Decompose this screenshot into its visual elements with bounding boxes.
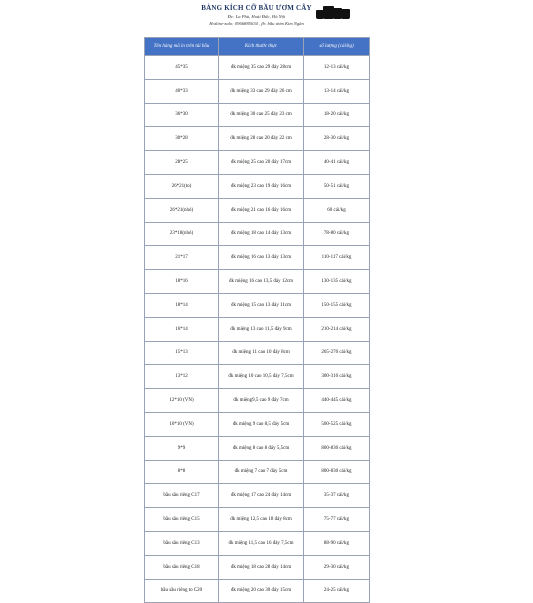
cell-actual-size: đk miệng9,5 cao 9 đáy 7cm bbox=[219, 389, 304, 413]
cell-quantity: 28-30 cái/kg bbox=[304, 127, 370, 151]
cell-quantity: 50-51 cái/kg bbox=[304, 174, 370, 198]
cell-quantity: 800-830 cái/kg bbox=[304, 436, 370, 460]
cell-actual-size: đk miệng 10 cao 10,5 đáy 7,5cm bbox=[219, 365, 304, 389]
cell-actual-size: đk miệng 25 cao 20 đáy 17cm bbox=[219, 151, 304, 175]
cell-product-code: 16*14 bbox=[145, 317, 219, 341]
cell-product-code: 9*9 bbox=[145, 436, 219, 460]
cell-quantity: 12-13 cái/kg bbox=[304, 56, 370, 80]
table-header-row bbox=[145, 38, 370, 56]
cell-quantity: 150-155 cái/kg bbox=[304, 293, 370, 317]
cell-quantity: 75-77 cái/kg bbox=[304, 508, 370, 532]
cell-product-code: 15*13 bbox=[145, 341, 219, 365]
table-row bbox=[145, 293, 370, 317]
cell-product-code: 30*28 bbox=[145, 127, 219, 151]
column-header-size: Kích thước thực bbox=[219, 38, 304, 56]
table-row bbox=[145, 389, 370, 413]
cell-quantity: 110-117 cái/kg bbox=[304, 246, 370, 270]
cell-product-code: bầu sầu riêng C15 bbox=[145, 508, 219, 532]
table-row bbox=[145, 174, 370, 198]
cell-actual-size: đk miệng 16 cao 13 đáy 13cm bbox=[219, 246, 304, 270]
hotline-line: Hotline-zalo: 0966885634 , fb: bầu ươm Kim Ngân bbox=[209, 21, 304, 26]
table-row bbox=[145, 56, 370, 80]
cell-actual-size: đk miệng 13 cao 11,5 đáy 9cm bbox=[219, 317, 304, 341]
cell-quantity: 500-525 cái/kg bbox=[304, 412, 370, 436]
cell-product-code: 40*33 bbox=[145, 79, 219, 103]
cell-actual-size: đk miệng 15 cao 13 đáy 11cm bbox=[219, 293, 304, 317]
cell-quantity: 265-270 cái/kg bbox=[304, 341, 370, 365]
cell-actual-size: đk miệng 12,5 cao 18 đáy 8cm bbox=[219, 508, 304, 532]
cell-actual-size: đk miệng 21 cao 16 đáy 16cm bbox=[219, 198, 304, 222]
address-line: Đc: La Phù, Hoài Đức, Hà Nội bbox=[227, 14, 286, 19]
cell-quantity: 40-41 cái/kg bbox=[304, 151, 370, 175]
cell-actual-size: đk miệng 18 cao 28 đáy 14cm bbox=[219, 555, 304, 579]
table-row bbox=[145, 412, 370, 436]
size-table bbox=[144, 37, 370, 603]
cell-product-code: 26*21(to) bbox=[145, 174, 219, 198]
cell-product-code: bầu sầu riêng C13 bbox=[145, 531, 219, 555]
table-row bbox=[145, 365, 370, 389]
table-row bbox=[145, 79, 370, 103]
column-header-name: Tên hàng mã in trên túi bầu bbox=[145, 38, 219, 56]
column-header-quantity: số lượng (cái/kg) bbox=[304, 38, 370, 56]
table-row bbox=[145, 508, 370, 532]
table-row bbox=[145, 222, 370, 246]
cell-quantity: 800-830 cái/kg bbox=[304, 460, 370, 484]
table-row bbox=[145, 579, 370, 603]
cell-actual-size: đk miệng 20 cao 30 đáy 15cm bbox=[219, 579, 304, 603]
size-chart-sheet bbox=[144, 0, 369, 594]
cell-quantity: 18-20 cái/kg bbox=[304, 103, 370, 127]
cell-quantity: 60 cái/kg bbox=[304, 198, 370, 222]
sheet-header bbox=[144, 0, 369, 37]
cell-quantity: 29-30 cái/kg bbox=[304, 555, 370, 579]
cell-actual-size: đk miệng 18 cao 14 đáy 13cm bbox=[219, 222, 304, 246]
page-title: BẢNG KÍCH CỠ BẦU ƯƠM CÂY bbox=[201, 4, 312, 12]
cell-quantity: 440-445 cái/kg bbox=[304, 389, 370, 413]
cell-product-code: bầu sầu riêng to C20 bbox=[145, 579, 219, 603]
cell-product-code: 8*8 bbox=[145, 460, 219, 484]
plant-bags-image bbox=[316, 5, 350, 19]
table-row bbox=[145, 270, 370, 294]
table-row bbox=[145, 341, 370, 365]
cell-actual-size: đk miệng 9 cao 8,5 đáy 5cm bbox=[219, 412, 304, 436]
table-row bbox=[145, 555, 370, 579]
table-row bbox=[145, 484, 370, 508]
cell-quantity: 88-90 cái/kg bbox=[304, 531, 370, 555]
cell-product-code: 18*14 bbox=[145, 293, 219, 317]
cell-quantity: 24-25 cái/kg bbox=[304, 579, 370, 603]
cell-quantity: 35-37 cái/kg bbox=[304, 484, 370, 508]
cell-actual-size: đk miệng 7 cao 7 đáy 5cm bbox=[219, 460, 304, 484]
table-row bbox=[145, 460, 370, 484]
cell-product-code: 10*10 (VN) bbox=[145, 412, 219, 436]
cell-product-code: bầu sầu riêng C17 bbox=[145, 484, 219, 508]
table-row bbox=[145, 198, 370, 222]
cell-actual-size: đk miệng 16 cao 13,5 đáy 12cm bbox=[219, 270, 304, 294]
cell-product-code: 13*12 bbox=[145, 365, 219, 389]
cell-actual-size: đk miệng 8 cao 8 đáy 5,5cm bbox=[219, 436, 304, 460]
table-row bbox=[145, 436, 370, 460]
cell-quantity: 130-135 cái/kg bbox=[304, 270, 370, 294]
cell-product-code: bầu sầu riêng C18 bbox=[145, 555, 219, 579]
cell-product-code: 21*17 bbox=[145, 246, 219, 270]
cell-actual-size: đk miệng 11,5 cao 16 đáy 7,5cm bbox=[219, 531, 304, 555]
cell-product-code: 45*35 bbox=[145, 56, 219, 80]
table-row bbox=[145, 127, 370, 151]
cell-actual-size: đk miệng 11 cao 10 đáy 8cm bbox=[219, 341, 304, 365]
cell-quantity: 210-214 cái/kg bbox=[304, 317, 370, 341]
cell-actual-size: đk miệng 33 cao 29 đáy 26 cm bbox=[219, 79, 304, 103]
table-row bbox=[145, 151, 370, 175]
table-row bbox=[145, 531, 370, 555]
cell-product-code: 23*18(nhỏ) bbox=[145, 222, 219, 246]
table-row bbox=[145, 103, 370, 127]
cell-actual-size: đk miệng 28 cao 20 đáy 22 cm bbox=[219, 127, 304, 151]
cell-actual-size: đk miệng 35 cao 29 đáy 28cm bbox=[219, 56, 304, 80]
cell-actual-size: đk miệng 23 cao 19 đáy 16cm bbox=[219, 174, 304, 198]
cell-actual-size: đk miệng 30 cao 25 đáy 23 cm bbox=[219, 103, 304, 127]
cell-product-code: 26*21(nhỏ) bbox=[145, 198, 219, 222]
table-row bbox=[145, 246, 370, 270]
cell-actual-size: đk miệng 17 cao 24 đáy 14cm bbox=[219, 484, 304, 508]
cell-quantity: 300-310 cái/kg bbox=[304, 365, 370, 389]
cell-product-code: 28*25 bbox=[145, 151, 219, 175]
cell-quantity: 13-14 cái/kg bbox=[304, 79, 370, 103]
cell-product-code: 36*30 bbox=[145, 103, 219, 127]
cell-product-code: 12*10 (VN) bbox=[145, 389, 219, 413]
cell-product-code: 18*16 bbox=[145, 270, 219, 294]
table-row bbox=[145, 317, 370, 341]
cell-quantity: 78-80 cái/kg bbox=[304, 222, 370, 246]
